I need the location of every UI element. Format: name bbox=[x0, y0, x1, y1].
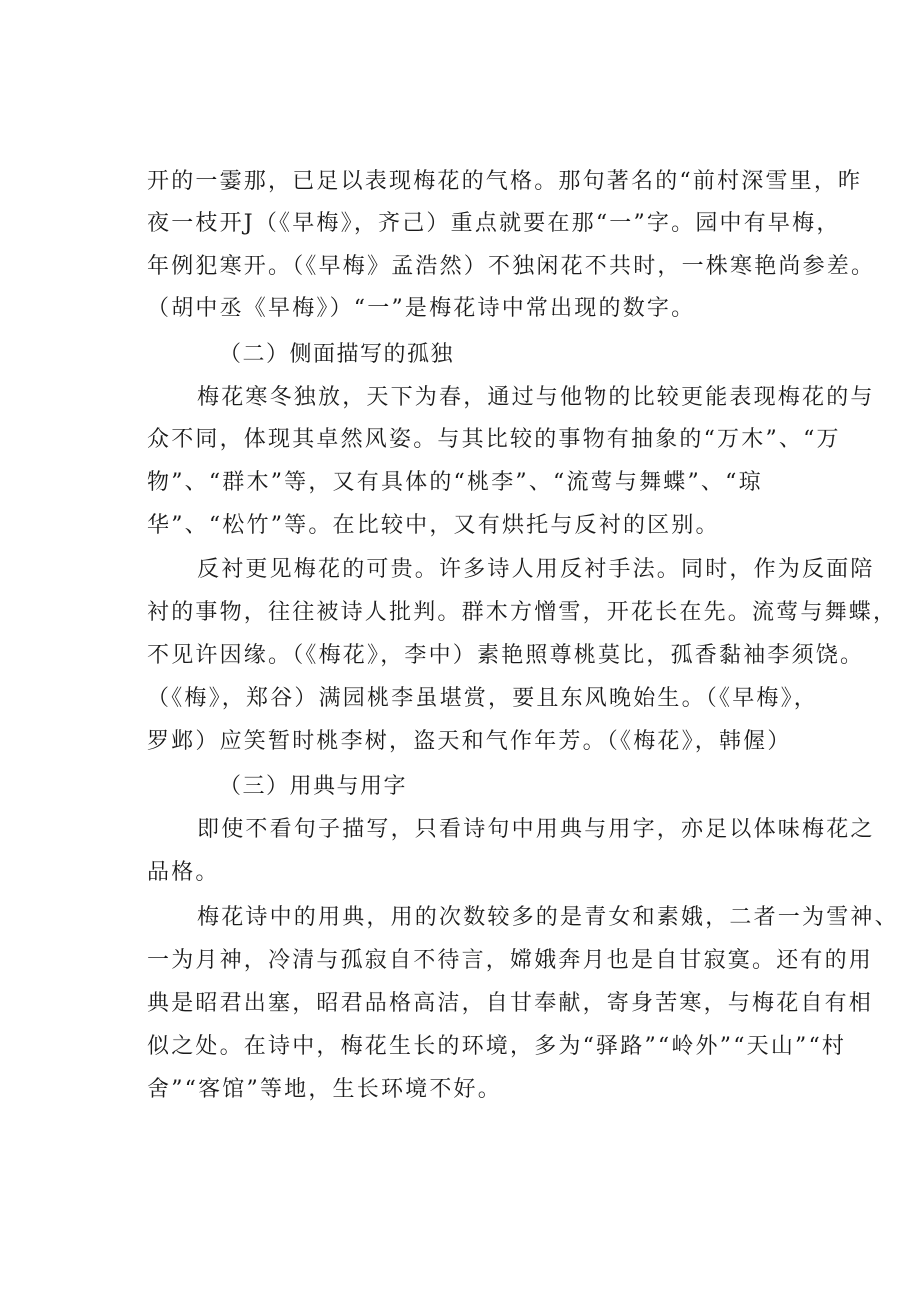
text-line: （《梅》，郑谷）满园桃李虽堪赏，要且东风晚始生。（《早梅》， bbox=[147, 686, 819, 711]
text-line: 夜一枝开J（《早梅》，齐己）重点就要在那“一”字。园中有早梅， bbox=[147, 211, 841, 236]
text-line: 舍”“客馆”等地，生长环境不好。 bbox=[147, 1077, 502, 1102]
text-line: 不见许因缘。（《梅花》，李中）素艳照尊桃莫比，孤香黏袖李须饶。 bbox=[147, 643, 865, 668]
text-line: 众不同，体现其卓然风姿。与其比较的事物有抽象的“万木”、“万 bbox=[147, 427, 841, 452]
section-heading: （三）用典与用字 bbox=[219, 774, 408, 799]
text-line: 似之处。在诗中，梅花生长的环境，多为“驿路”“岭外”“天山”“村 bbox=[147, 1034, 847, 1059]
text-line: 典是昭君出塞，昭君品格高洁，自甘奉献，寄身苦寒，与梅花自有相 bbox=[147, 991, 874, 1016]
paragraph-start-line: 反衬更见梅花的可贵。许多诗人用反衬手法。同时，作为反面陪 bbox=[197, 557, 875, 582]
text-line: 衬的事物，往往被诗人批判。群木方憎雪，开花长在先。流莺与舞蝶， bbox=[147, 600, 898, 625]
text-line: 年例犯寒开。（《早梅》孟浩然）不独闲花不共时，一株寒艳尚参差。 bbox=[147, 254, 876, 279]
text-line: （胡中丞《早梅》）“一”是梅花诗中常出现的数字。 bbox=[147, 296, 696, 321]
text-line: 罗邺）应笑暂时桃李树，盗天和气作年芳。（《梅花》，韩偓） bbox=[147, 729, 792, 754]
text-line: 一为月神，冷清与孤寂自不待言，嫦娥奔月也是自甘寂寞。还有的用 bbox=[147, 948, 874, 973]
section-heading: （二）侧面描写的孤独 bbox=[219, 342, 455, 367]
paragraph-start-line: 即使不看句子描写，只看诗句中用典与用字，亦足以体味梅花之 bbox=[197, 817, 875, 842]
text-line: 品格。 bbox=[147, 860, 220, 885]
paragraph-start-line: 梅花寒冬独放，天下为春，通过与他物的比较更能表现梅花的与 bbox=[197, 385, 875, 410]
text-line: 开的一霎那，已足以表现梅花的气格。那句著名的“前村深雪里，昨 bbox=[147, 169, 863, 194]
paragraph-start-line: 梅花诗中的用典，用的次数较多的是青女和素娥，二者一为雪神、 bbox=[197, 905, 899, 930]
text-line: 物”、“群木”等，又有具体的“桃李”、“流莺与舞蝶”、“琼 bbox=[147, 470, 763, 495]
text-line: 华”、“松竹”等。在比较中，又有烘托与反衬的区别。 bbox=[147, 513, 720, 538]
